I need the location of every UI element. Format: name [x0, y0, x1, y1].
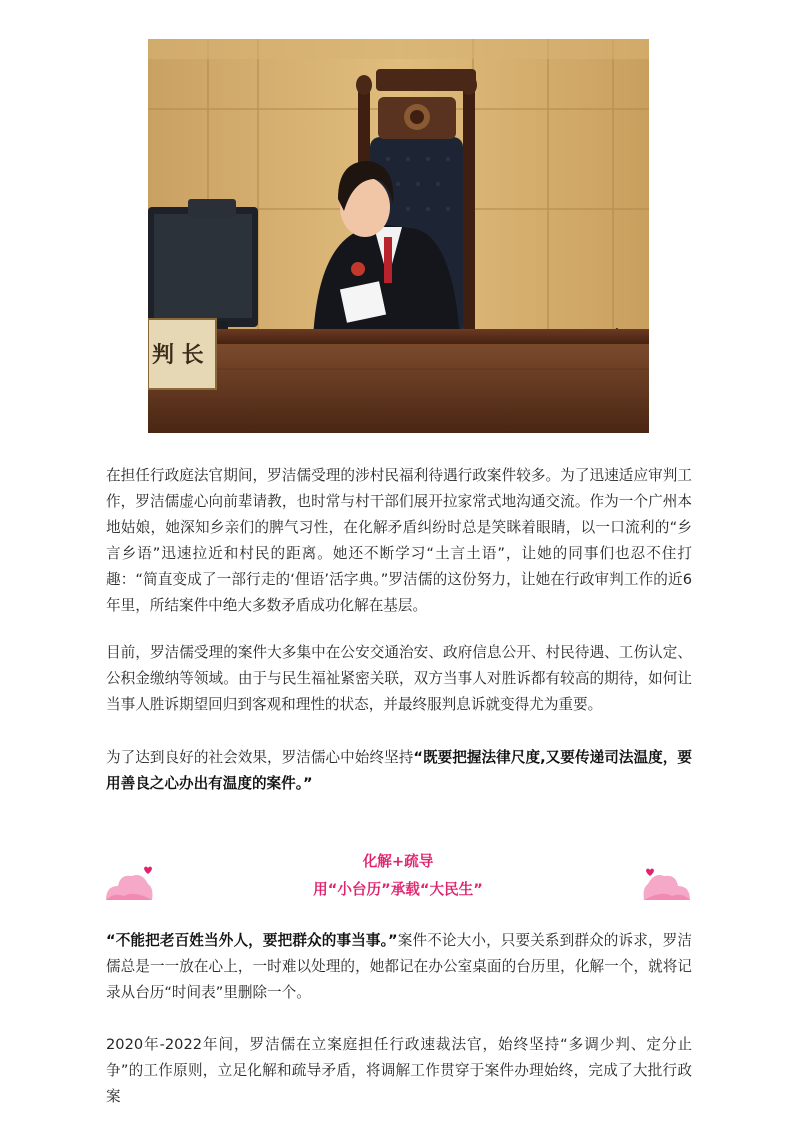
paragraph-1-text: 在担任行政庭法官期间，罗洁儒受理的涉村民福利待遇行政案件较多。为了迅速适应审判工作，罗洁儒虚心向前辈请教，也时常与村干部们展开拉家常式地沟通交流。作为一个广州本地姑娘，她深知乡亲们的脾气习性，在化解矛盾纠纷时总是笑眯着眼睛，以一口流利的“乡言乡语”迅速拉近和村民的距离。她还不断学习“土言土语”，让她的同事们也忍不住打趣：“简直变成了一部行走的‘俚语’活字典。”罗洁儒的这份努力，让她在行政审判工作的近6年里，所结案件中绝大多数矛盾成功化解在基层。 [106, 467, 692, 614]
heart-cloud-icon [642, 862, 692, 906]
paragraph-1 [106, 463, 692, 619]
section-title-line2: 用“小台历”承载“大民生” [313, 881, 483, 898]
paragraph-4 [106, 928, 692, 1006]
paragraph-2 [106, 640, 692, 718]
paragraph-5 [106, 1032, 692, 1110]
paragraph-3-plain: 为了达到良好的社会效果，罗洁儒心中始终坚持 [106, 749, 414, 766]
paragraph-2-text: 目前，罗洁儒受理的案件大多集中在公安交通治安、政府信息公开、村民待遇、工伤认定、公积金缴纳等领域。由于与民生福祉紧密关联，双方当事人对胜诉都有较高的期待，如何让当事人胜诉期望回归到客观和理性的状态，并最终服判息诉就变得尤为重要。 [106, 644, 692, 713]
courtroom-photo [148, 39, 649, 433]
paragraph-3 [106, 745, 692, 797]
paragraph-4-bold: “不能把老百姓当外人，要把群众的事当事。” [106, 932, 398, 949]
paragraph-4-plain: 案件不论大小，只要关系到群众的诉求，罗洁儒总是一一放在心上，一时难以处理的，她都记在办公室桌面的台历里，化解一个，就将记录从台历“时间表”里删除一个。 [106, 932, 692, 1001]
section-heading [100, 850, 696, 902]
nameplate-text: 判 长 [152, 342, 204, 368]
paragraph-3-bold: “既要把握法律尺度,又要传递司法温度，要用善良之心办出有温度的案件。” [106, 749, 692, 792]
section-title-line1: 化解+疏导 [362, 853, 434, 870]
paragraph-5-text: 2020年-2022年间，罗洁儒在立案庭担任行政速裁法官，始终坚持“多调少判、定分止争”的工作原则，立足化解和疏导矛盾，将调解工作贯穿于案件办理始终，完成了大批行政案 [106, 1036, 692, 1105]
